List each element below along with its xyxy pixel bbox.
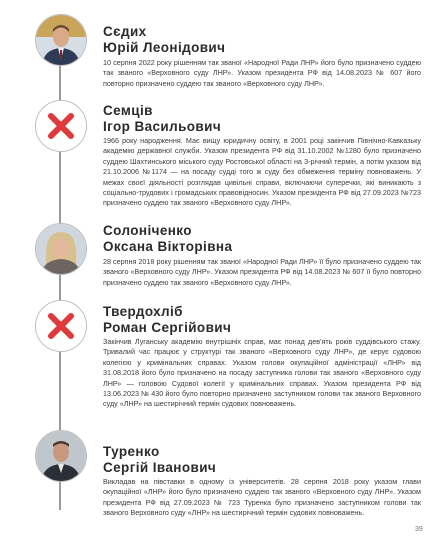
portrait-photo bbox=[35, 430, 87, 482]
no-photo-x-icon bbox=[35, 300, 87, 352]
judge-surname: Твердохліб bbox=[103, 304, 183, 319]
judge-given-name: Сергій Іванович bbox=[103, 460, 217, 475]
judge-surname: Семців bbox=[103, 103, 153, 118]
page-number: 39 bbox=[415, 526, 423, 533]
judge-surname: Солоніченко bbox=[103, 223, 192, 238]
portrait-photo bbox=[35, 14, 87, 66]
portrait-photo bbox=[35, 223, 87, 275]
judge-bio: 1966 року народження. Має вищу юридичну освіту, в 2001 році закінчив Північно-Кавказьку академію державної служби. Указом президента РФ від 31.10.2002 №1280 було призначено суддею Шахтинського міського суду Ростовської області на 3-річний термін, а потім указом від 21.10.2006 №1174 — на посаду судді того ж суду без обмеження терміну повноважень. У межах своєї діяльності розглядав цивільні справи, включаючи суперечки, які виникають з соціально-трудових і громадських правовідносин. Указом президента РФ від 27.09.2023 №723 призначено суддею так званого «Верховного суду ЛНР». bbox=[103, 136, 421, 208]
judge-bio: Викладав на півставки в одному із університетів. 28 серпня 2018 року указом глави окупаційної «ЛНР» його було призначено суддею так званого «Верховного суду ЛНР». Указом президента РФ від 27.09.2023 № 723 Туренка було призначено заступником голови так званого Верховного суду «ЛНР» на шестирічний термін судових повноважень. bbox=[103, 477, 421, 518]
judge-bio: 10 серпня 2022 року рішенням так званої «Народної Ради ЛНР» його було призначено суддею так званого «Верховного суду ЛНР». Указом президента РФ від 14.08.2023 № 607 його повторно призначено суддею так званого «Верховного суду ЛНР». bbox=[103, 58, 421, 88]
judge-given-name: Оксана Вікторівна bbox=[103, 239, 233, 254]
judge-surname: Сєдих bbox=[103, 24, 147, 39]
judge-surname: Туренко bbox=[103, 444, 160, 459]
judge-given-name: Роман Сергійович bbox=[103, 320, 232, 335]
no-photo-x-icon bbox=[35, 100, 87, 152]
judge-bio: 28 серпня 2018 року рішенням так званої «Народної Ради ЛНР» її було призначено суддею так званого «Верховного суду ЛНР». Указом президента РФ від 14.08.2023 № 607 її було повторно призначено суддею так званого «Верховного суду ЛНР». bbox=[103, 257, 421, 287]
judge-bio: Закінчив Луганську академію внутрішніх справ, має понад дев'ять років суддівського стажу. Тривалий час працює у структурі так званого «Верховного суду ЛНР», де керує судовою колегією у кримінальних справах. Указом голови окупаційної адміністрації «ЛНР» від 31.08.2018 його було призначено на посаду заступника голови так званого «Верховного суду ЛНР» — головою Судової колегії у кримінальних справах. Указом президента РФ від 13.06.2023 № 430 його було повторно призначено заступником голови так званого Верховного суду «ЛНР» на шестирічний термін судових повноважень. bbox=[103, 337, 421, 409]
judge-given-name: Юрій Леонідович bbox=[103, 40, 226, 55]
judge-given-name: Ігор Васильович bbox=[103, 119, 222, 134]
